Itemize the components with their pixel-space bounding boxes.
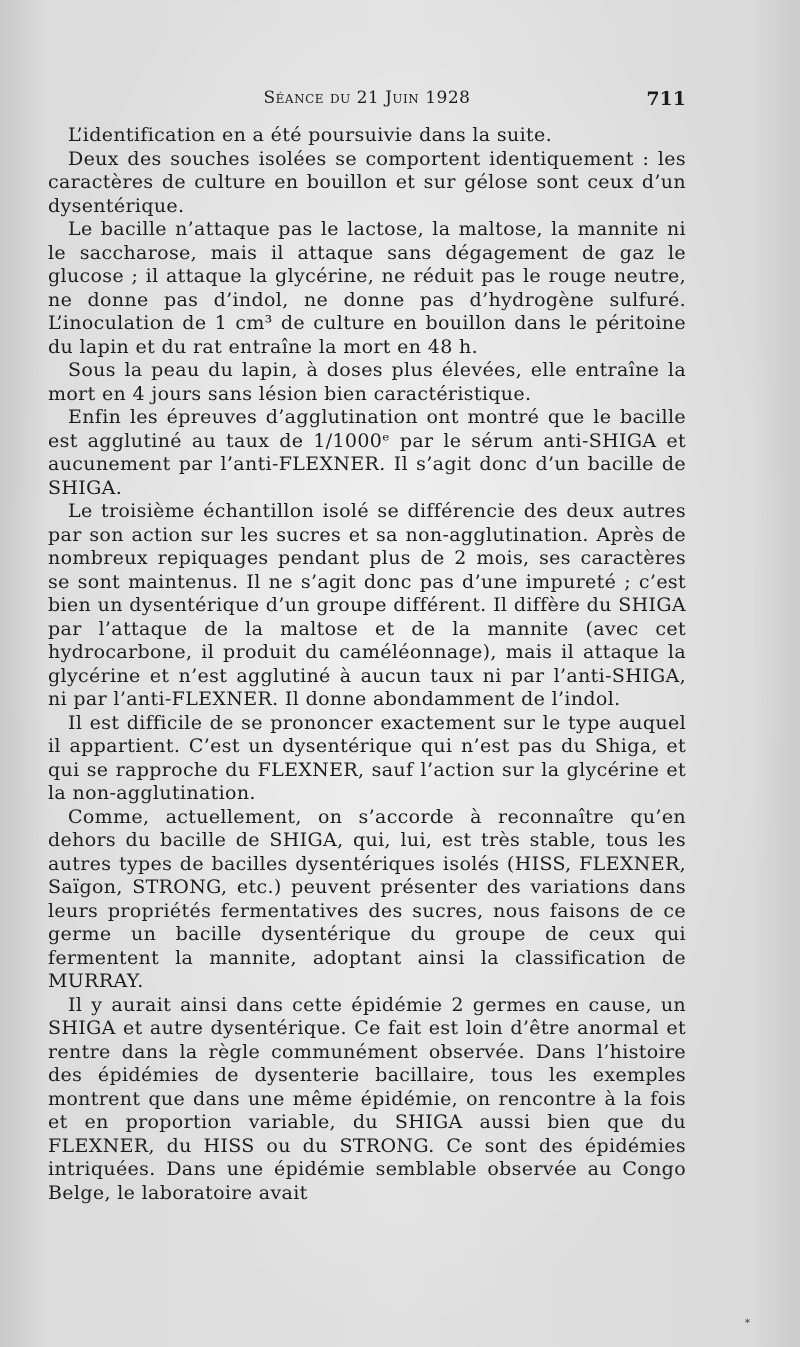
paragraph-7: Il est difficile de se prononcer exactement sur le type auquel il appartient. C’est un dysentérique qui n’est pas du Shiga, et qui se rapproche du FLEXNER, sauf l’action sur la glycérine et la non-agglutination.	[48, 711, 686, 804]
paragraph-6: Le troisième échantillon isolé se différencie des deux autres par son action sur les sucres et sa non-agglutination. Après de nombreux repiquages pendant plus de 2 mois, ses caractères se sont maintenus. Il ne s’agit donc pas d’une impureté ; c’est bien un dysentérique d’un groupe différent. Il diffère du SHIGA par l’attaque de la maltose et de la mannite (avec cet hydrocarbone, il produit du caméléonnage), mais il attaque la glycérine et n’est agglutiné à aucun taux ni par l’anti-SHIGA, ni par l’anti-FLEXNER. Il donne abondamment de l’indol.	[48, 500, 686, 710]
corner-mark: *	[745, 1318, 750, 1329]
paragraph-5: Enfin les épreuves d’agglutination ont montré que le bacille est agglutiné au taux de 1/1000ᵉ par le sérum anti-SHIGA et aucunement par l’anti-FLEXNER. Il s’agit donc d’un bacille de SHIGA.	[48, 406, 686, 499]
paragraph-1: L’identification en a été poursuivie dans la suite.	[68, 124, 552, 146]
page-number: 711	[646, 88, 686, 110]
paragraph-4: Sous la peau du lapin, à doses plus élevées, elle entraîne la mort en 4 jours sans lésion bien caractéristique.	[48, 359, 686, 405]
paragraph-3: Le bacille n’attaque pas le lactose, la maltose, la mannite ni le saccharose, mais il attaque sans dégagement de gaz le glucose ; il attaque la glycérine, ne réduit pas le rouge neutre, ne donne pas d’indol, ne donne pas d’hydrogène sulfuré. L’inoculation de 1 cm³ de culture en bouillon dans le péritoine du lapin et du rat entraîne la mort en 48 h.	[48, 218, 686, 358]
paragraph-9: Il y aurait ainsi dans cette épidémie 2 germes en cause, un SHIGA et autre dysentérique. Ce fait est loin d’être anormal et rentre dans la règle communément observée. Dans l’histoire des épidémies de dysenterie bacillaire, tous les exemples montrent que dans une même épidémie, on rencontre à la fois et en proportion variable, du SHIGA aussi bien que du FLEXNER, du HISS ou du STRONG. Ce sont des épidémies intriquées. Dans une épidémie semblable observée au Congo Belge, le laboratoire avait	[48, 993, 686, 1204]
body-text	[48, 124, 686, 1205]
running-header	[48, 88, 686, 114]
running-title: Séance du 21 Juin 1928	[263, 88, 471, 108]
paragraph-8: Comme, actuellement, on s’accorde à reconnaître qu’en dehors du bacille de SHIGA, qui, lui, est très stable, tous les autres types de bacilles dysentériques isolés (HISS, FLEXNER, Saïgon, STRONG, etc.) peuvent présenter des variations dans leurs propriétés fermentatives des sucres, nous faisons de ce germe un bacille dysentérique du groupe de ceux qui fermentent la mannite, adoptant ainsi la classification de MURRAY.	[48, 805, 686, 992]
paragraph-2: Deux des souches isolées se comportent identiquement : les caractères de culture en bouillon et sur gélose sont ceux d’un dysentérique.	[48, 147, 686, 217]
